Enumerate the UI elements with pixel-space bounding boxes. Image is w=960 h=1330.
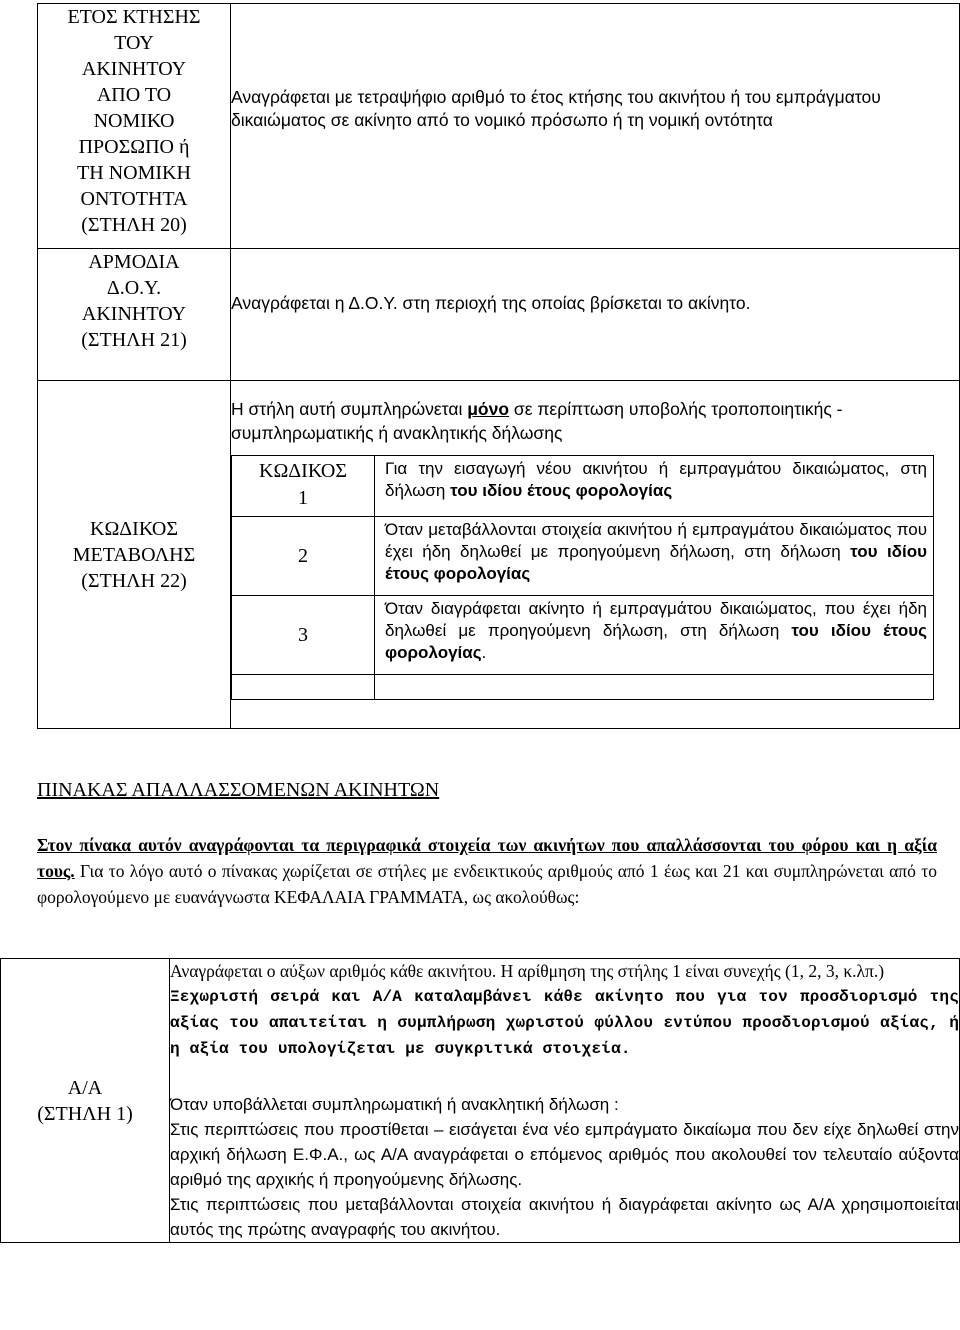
label-column-21 (38, 249, 231, 381)
spacer (170, 1062, 959, 1092)
label-line: ΠΡΟΣΩΠΟ ή (78, 136, 190, 158)
intro-column-22 (231, 381, 959, 445)
code-text-3 (375, 596, 934, 675)
intro-text-rest: σε περίπτωση υποβολής τροποποιητικής - συμπληρωματικής ή ανακλητικής δήλωσης (231, 399, 843, 443)
desc-column-1 (170, 959, 960, 1243)
code-text-part: Όταν διαγράφεται ακίνητο ή εμπραγμάτου δικαιώματος, που έχει ήδη δηλωθεί με προηγούμενη δήλωση, στη δήλωση (385, 599, 927, 640)
row-column-22 (38, 381, 960, 729)
label-line: Δ.Ο.Υ. (106, 277, 162, 299)
label-line: (ΣΤΗΛΗ 1) (37, 1102, 133, 1125)
label-line: Α/Α (67, 1076, 103, 1099)
code-row-empty (232, 675, 934, 700)
codes-header-row (232, 456, 934, 487)
label-line: ΤΟΥ (114, 32, 154, 54)
intro-emphasis: μόνο (467, 399, 510, 419)
aa-paragraph-3: Όταν υποβάλλεται συμπληρωματική ή ανακλητική δήλωση : (170, 1095, 619, 1114)
label-line: (ΣΤΗΛΗ 22) (81, 569, 187, 592)
label-line: ΟΝΤΟΤΗΤΑ (80, 188, 188, 210)
code-text-bold: του ιδίου έτους φορολογίας (450, 481, 673, 500)
label-line: ΑΚΙΝΗΤΟΥ (81, 58, 187, 80)
intro-text: Η στήλη αυτή συμπληρώνεται (231, 399, 468, 419)
code-empty-cell (232, 675, 375, 700)
desc-text-column-21: Αναγράφεται η Δ.Ο.Υ. στη περιοχή της οποίας βρίσκεται το ακίνητο. (231, 293, 751, 313)
code-value-1: 1 (232, 486, 375, 517)
code-text-bold: του ιδίου έτους φορολογίας (385, 542, 927, 583)
label-line: ΝΟΜΙΚΟ (93, 110, 175, 132)
label-line: ΑΡΜΟΔΙΑ (88, 251, 180, 273)
row-column-20 (38, 4, 960, 249)
code-empty-text-cell (375, 675, 934, 700)
section-paragraph-rest: Για το λόγο αυτό ο πίνακας χωρίζεται σε στήλες με ενδεικτικούς αριθμούς από 1 έως και 21 και συμπληρώνεται από το φορολογούμενο με ευανάγνωστα ΚΕΦΑΛΑΙΑ ΓΡΑΜΜΑΤΑ, ως ακολούθως: (37, 861, 937, 907)
section-paragraph (37, 832, 937, 910)
desc-column-21 (231, 249, 960, 381)
aa-paragraph-5: Στις περιπτώσεις που μεταβάλλονται στοιχεία ακινήτου ή διαγράφεται ακίνητο ως Α/Α χρησιμοποιείται αυτός της πρώτης αναγραφής του ακινήτου. (170, 1195, 959, 1239)
row-column-21 (38, 249, 960, 381)
code-value-3: 3 (232, 596, 375, 675)
desc-text-column-20: Αναγράφεται με τετραψήφιο αριθμό το έτος κτήσης του ακινήτου ή του εμπράγματου δικαιώματος σε ακίνητο από το νομικό πρόσωπο ή τη νομική οντότητα (231, 87, 881, 130)
code-text-bold: του ιδίου έτους φορολογίας (385, 621, 927, 662)
code-row-2 (232, 517, 934, 596)
label-column-22 (38, 381, 231, 729)
label-line: ΕΤΟΣ ΚΤΗΣΗΣ (67, 6, 201, 28)
code-text-part: Όταν μεταβάλλονται στοιχεία ακινήτου ή εμπραγμάτου δικαιώματος που έχει ήδη δηλωθεί με προηγούμενη δήλωση, στη δήλωση (385, 520, 927, 561)
label-line: ΤΗ ΝΟΜΙΚΗ (77, 162, 191, 184)
column-description-table (37, 3, 960, 729)
aa-paragraph-1: Αναγράφεται ο αύξων αριθμός κάθε ακινήτου. Η αρίθμηση της στήλης 1 είναι συνεχής (1, 2, 3, κ.λπ.) (170, 961, 885, 981)
label-column-1 (1, 959, 170, 1243)
aa-table (0, 958, 960, 1243)
label-line: ΜΕΤΑΒΟΛΗΣ (72, 543, 196, 566)
aa-paragraph-4: Στις περιπτώσεις που προστίθεται – εισάγεται ένα νέο εμπράγματο δικαίωμα που δεν είχε δηλωθεί στην αρχική δήλωση Ε.Φ.Α., ως Α/Α αναγράφεται ο επόμενος αριθμός που ακολουθεί τον τελευταίο αύξοντα αριθμό της αρχικής ή προηγούμενης δήλωσης. (170, 1120, 959, 1189)
desc-column-22 (231, 381, 960, 729)
aa-paragraph-2: Ξεχωριστή σειρά και Α/Α καταλαμβάνει κάθε ακίνητο που για τον προσδιορισμό της αξίας του απαιτείται η συμπλήρωση χωριστού φύλλου εντύπου προσδιορισμού αξίας, ή η αξία του υπολογίζεται με συγκριτικά στοιχεία. (170, 988, 959, 1058)
code-text-part: Για την εισαγωγή νέου ακινήτου ή εμπραγμάτου δικαιώματος, στη δήλωση (385, 459, 927, 500)
code-header: ΚΩΔΙΚΟΣ (232, 456, 375, 487)
code-row-3 (232, 596, 934, 675)
codes-table (231, 455, 934, 700)
desc-column-20 (231, 4, 960, 249)
code-value-2: 2 (232, 517, 375, 596)
section-title: ΠΙΝΑΚΑΣ ΑΠΑΛΛΑΣΣΟΜΕΝΩΝ ΑΚΙΝΗΤΩΝ (37, 779, 440, 801)
code-text-1 (375, 456, 934, 517)
section-paragraph-bold: Στον πίνακα αυτόν αναγράφονται τα περιγραφικά στοιχεία των ακινήτων που απαλλάσσονται του φόρου και η αξία τους. (37, 835, 937, 881)
code-text-2 (375, 517, 934, 596)
label-column-20 (38, 4, 231, 249)
label-line: (ΣΤΗΛΗ 21) (81, 329, 187, 351)
label-line: (ΣΤΗΛΗ 20) (81, 214, 187, 236)
row-column-1 (1, 959, 960, 1243)
label-line: ΑΠΟ ΤΟ (96, 84, 172, 106)
label-line: ΑΚΙΝΗΤΟΥ (81, 303, 187, 325)
label-line: ΚΩΔΙΚΟΣ (90, 517, 178, 540)
code-text-end: . (481, 643, 487, 662)
